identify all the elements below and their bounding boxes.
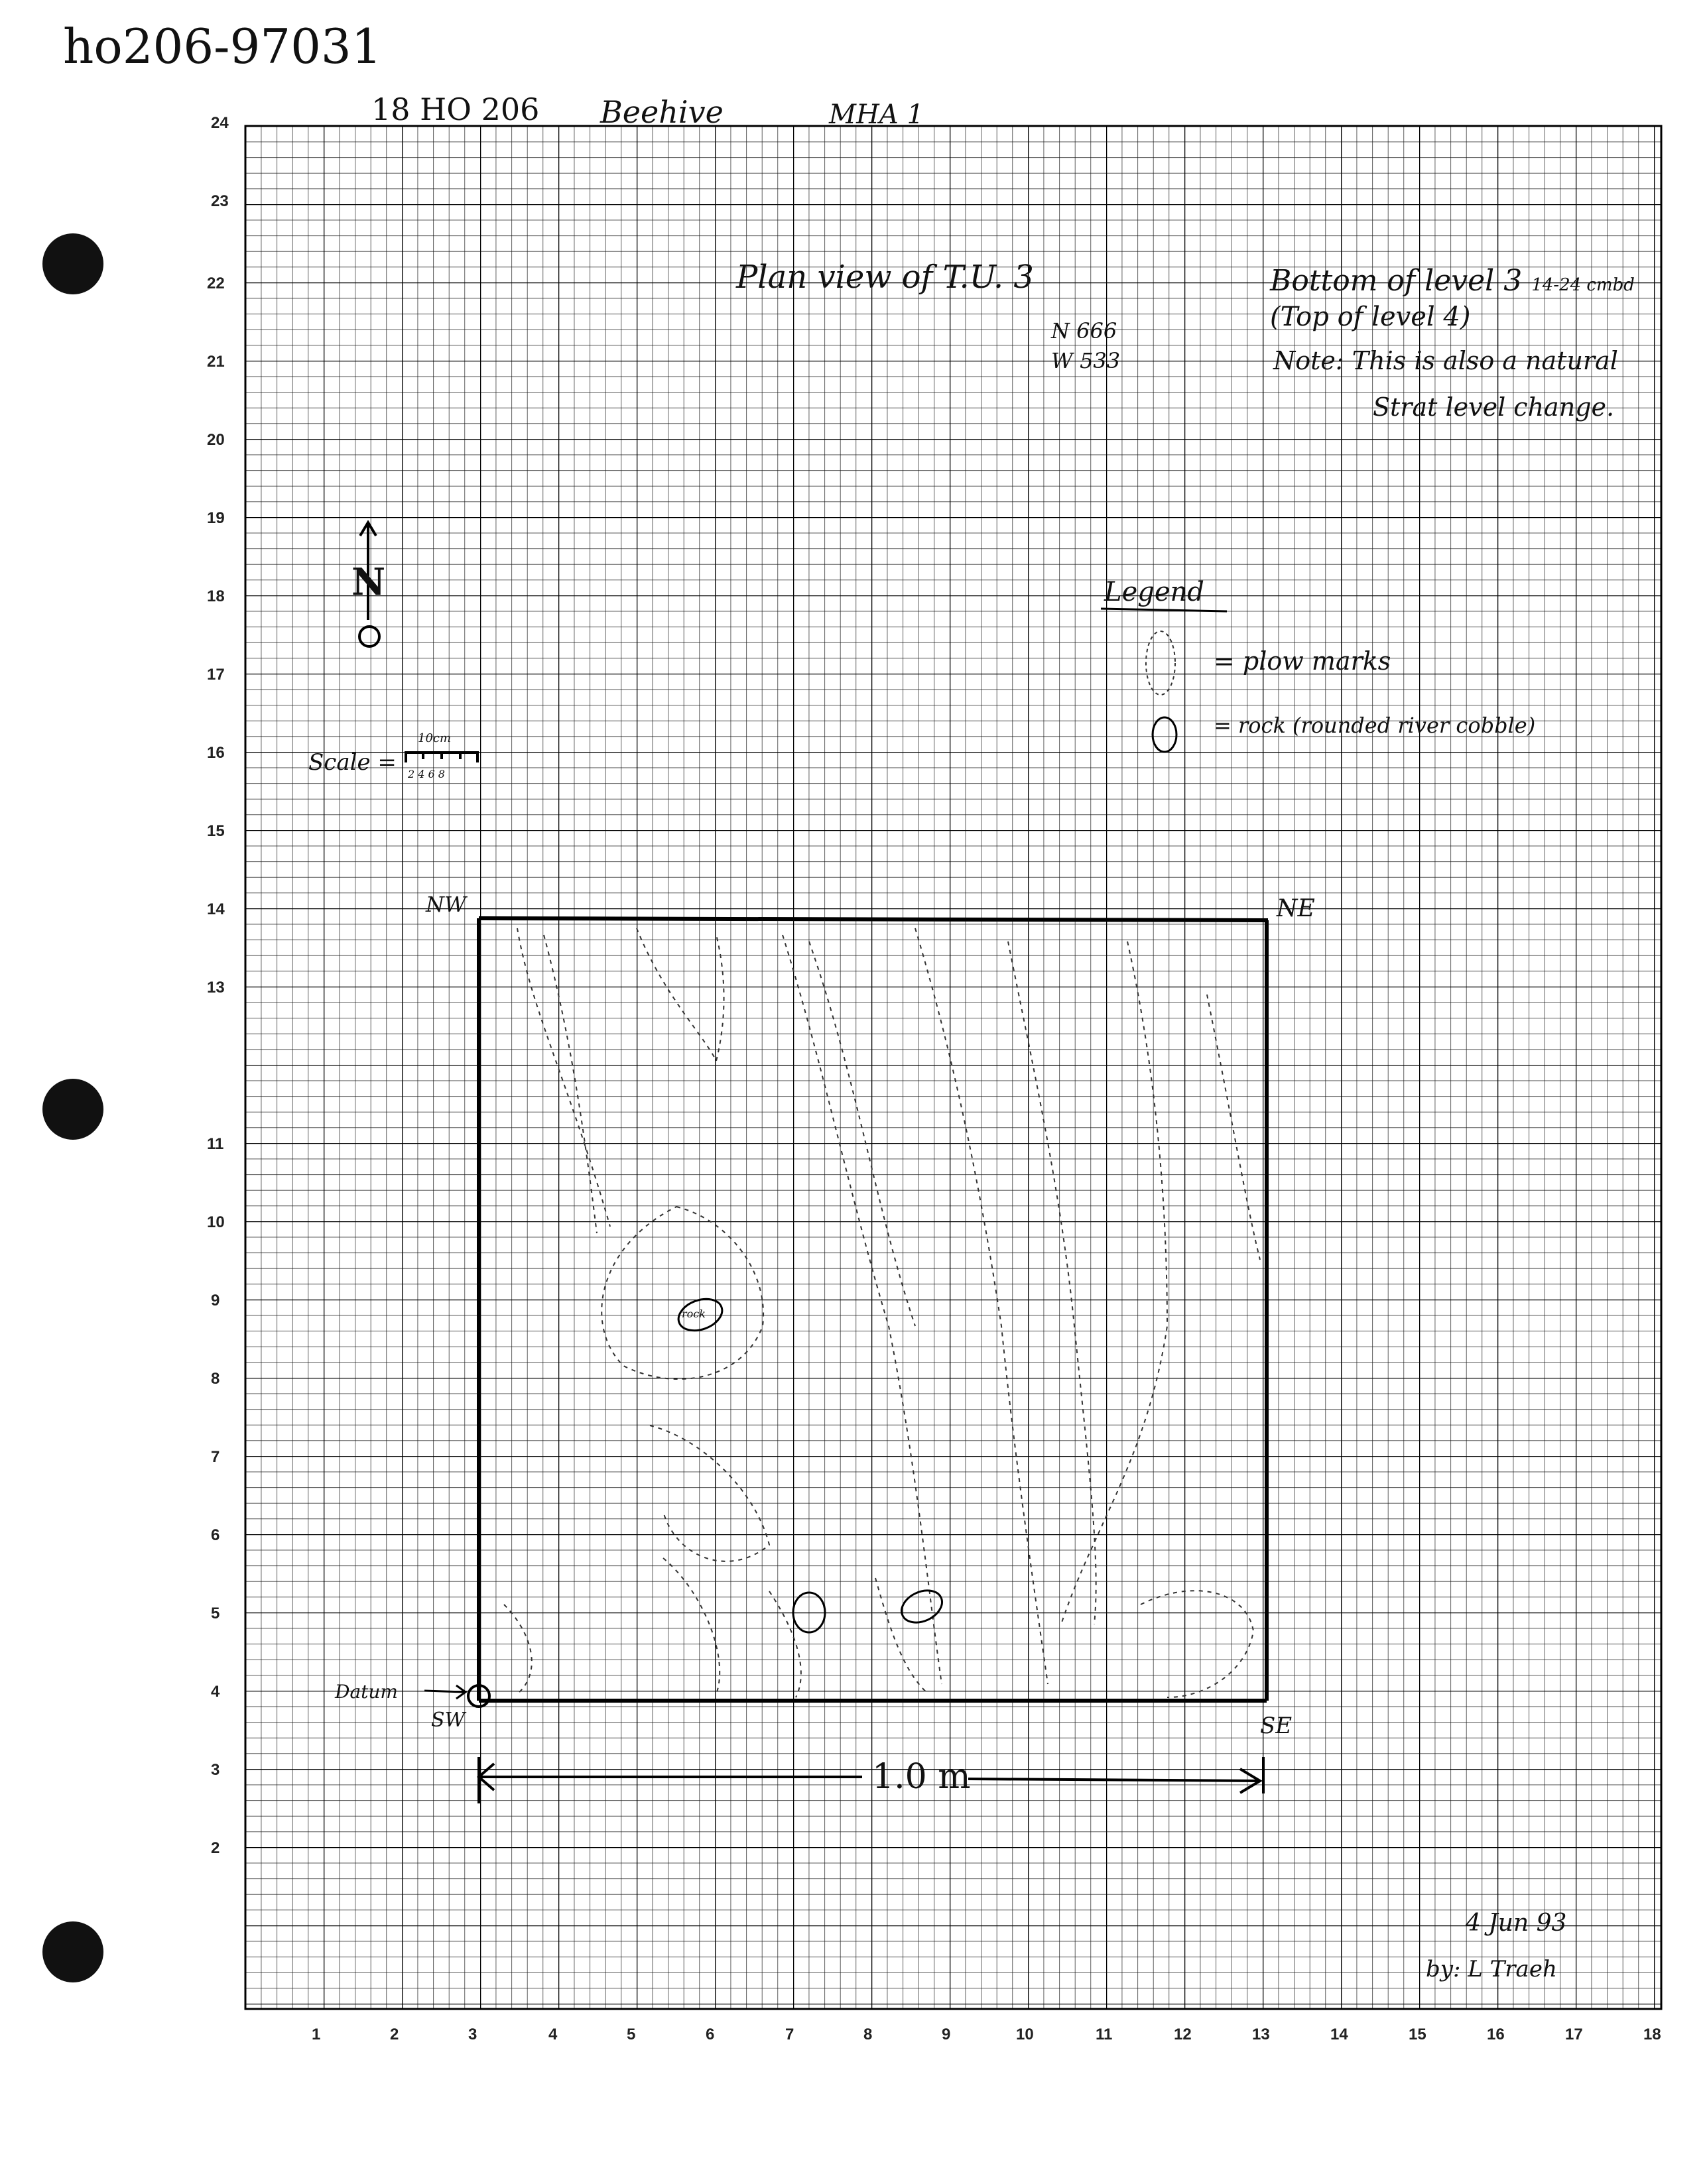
level-note-line2: (Top of level 4) — [1270, 302, 1471, 332]
x-tick: 11 — [1096, 2026, 1113, 2043]
x-tick: 9 — [942, 2026, 951, 2043]
x-tick: 10 — [1016, 2026, 1034, 2043]
y-tick: 18 — [207, 587, 225, 605]
legend-title: Legend — [1104, 577, 1204, 607]
x-tick: 2 — [390, 2026, 399, 2043]
x-tick: 7 — [785, 2026, 794, 2043]
x-tick: 6 — [706, 2026, 715, 2043]
y-tick: 10 — [207, 1213, 225, 1231]
y-tick: 9 — [211, 1292, 220, 1309]
x-tick: 18 — [1643, 2026, 1661, 2043]
signature-by: by: L Traeh — [1426, 1956, 1557, 1982]
corner-se: SE — [1260, 1713, 1293, 1739]
y-tick: 16 — [207, 744, 225, 762]
site-number: 18 HO 206 — [371, 91, 540, 127]
rock-1-label: rock — [682, 1307, 706, 1320]
x-tick: 15 — [1409, 2026, 1426, 2043]
y-tick: 24 — [211, 114, 229, 132]
legend-plow-label: = plow marks — [1214, 646, 1391, 676]
x-tick: 5 — [627, 2026, 636, 2043]
level-note-bottom: Bottom of level 3 — [1270, 264, 1523, 298]
scale-bottom: 2 4 6 8 — [408, 768, 445, 780]
x-tick: 12 — [1174, 2026, 1192, 2043]
y-tick: 4 — [211, 1683, 220, 1701]
y-tick: 19 — [207, 509, 225, 527]
x-tick: 3 — [468, 2026, 477, 2043]
y-tick: 13 — [207, 979, 225, 997]
x-tick: 14 — [1330, 2026, 1348, 2043]
corner-sw: SW — [431, 1709, 466, 1732]
x-tick: 8 — [863, 2026, 873, 2043]
corner-nw: NW — [426, 892, 466, 917]
y-tick: 23 — [211, 192, 229, 210]
scale-label: Scale = — [308, 749, 397, 776]
y-tick: 15 — [207, 822, 225, 840]
plan-west-coord: W 533 — [1051, 348, 1121, 373]
signature-date: 4 Jun 93 — [1466, 1910, 1567, 1937]
x-tick: 17 — [1565, 2026, 1583, 2043]
y-tick: 7 — [211, 1448, 220, 1466]
y-tick: 8 — [211, 1370, 220, 1388]
scale-top: 10cm — [418, 731, 452, 745]
y-tick: 2 — [211, 1839, 220, 1857]
north-label: N — [351, 560, 386, 604]
level-note-line1 — [1270, 264, 1635, 298]
x-tick: 1 — [312, 2026, 321, 2043]
x-tick: 16 — [1487, 2026, 1505, 2043]
plan-north-coord: N 666 — [1051, 318, 1117, 343]
document-id: ho206-97031 — [63, 19, 382, 74]
y-tick: 6 — [211, 1526, 220, 1544]
y-tick: 11 — [207, 1135, 224, 1153]
x-tick: 4 — [548, 2026, 558, 2043]
unit-name: MHA 1 — [829, 99, 924, 130]
y-tick: 5 — [211, 1605, 220, 1622]
y-tick: 22 — [207, 274, 225, 292]
y-tick: 21 — [207, 353, 225, 371]
level-note-depth: 14-24 cmbd — [1531, 275, 1635, 295]
corner-ne: NE — [1277, 895, 1315, 922]
y-tick: 20 — [207, 431, 225, 449]
datum-label: Datum — [335, 1681, 398, 1703]
y-tick: 17 — [207, 666, 225, 684]
x-tick: 13 — [1252, 2026, 1270, 2043]
plan-title: Plan view of T.U. 3 — [736, 259, 1034, 296]
site-name: Beehive — [600, 94, 724, 130]
dimension-label: 1.0 m — [872, 1757, 971, 1797]
level-note-line3: Note: This is also a natural — [1273, 346, 1618, 375]
y-tick: 3 — [211, 1761, 220, 1779]
y-tick: 14 — [207, 900, 225, 918]
level-note-line4: Strat level change. — [1373, 393, 1615, 422]
legend-rock-label: = rock (rounded river cobble) — [1214, 713, 1536, 738]
